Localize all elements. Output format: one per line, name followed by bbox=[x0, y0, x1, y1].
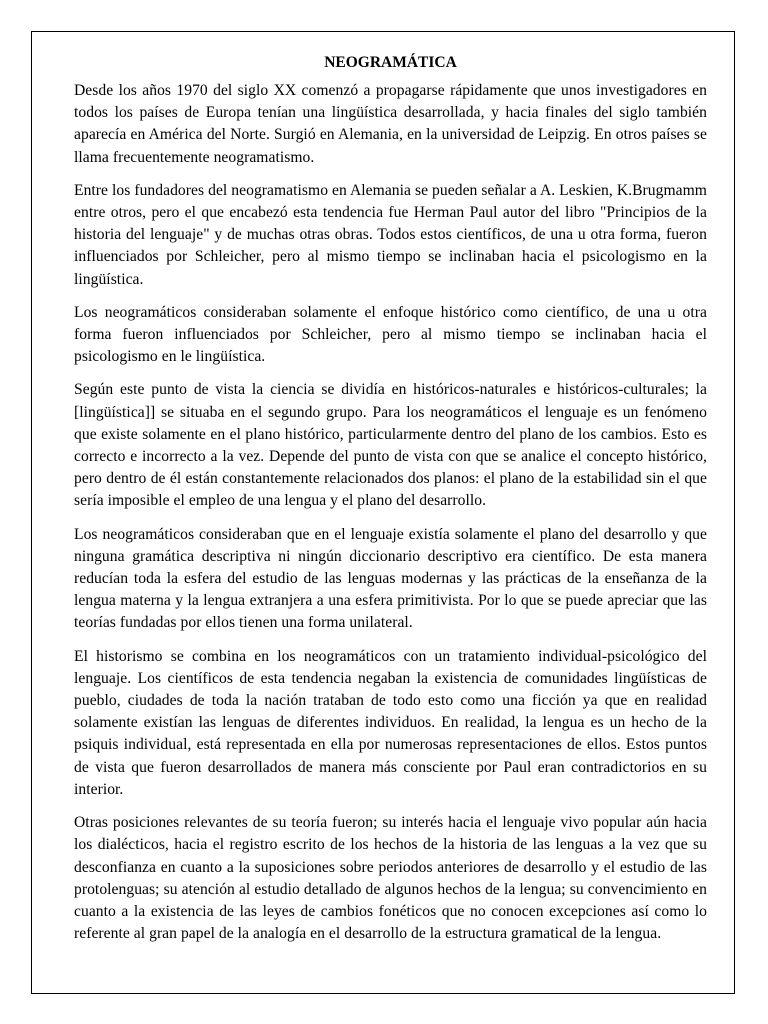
paragraph-3: Los neogramáticos consideraban solamente el enfoque histórico como científico, de una u otra forma fueron influenciados por Schleicher, pero al mismo tiempo se inclinaban hacia el psicologismo en le lingüística. bbox=[74, 303, 707, 366]
paragraph-5: Los neogramáticos consideraban que en el lenguaje existía solamente el plano del desarrollo y que ninguna gramática descriptiva ni ningún diccionario descriptivo era científico. De esta manera reducían toda la esfera del estudio de las lenguas modernas y las prácticas de la enseñanza de la lengua materna y la lengua extranjera a una esfera primitivista. Por lo que se puede apreciar que las teorías fundadas por ellos tienen una forma unilateral. bbox=[74, 525, 707, 632]
paragraph-7: Otras posiciones relevantes de su teoría fueron; su interés hacia el lenguaje vivo popular aún hacia los dialécticos, hacia el registro escrito de los hechos de la historia de las lenguas a la vez que su desconfianza en cuanto a la suposiciones sobre periodos anteriores de desarrollo y el estudio de las protolenguas; su atención al estudio detallado de algunos hechos de la lengua; su convencimiento en cuanto a la existencia de las leyes de cambios fonéticos que no conocen excepciones así como lo referente al gran papel de la analogía en el desarrollo de la estructura gramatical de la lengua. bbox=[74, 814, 707, 943]
paragraph-6: El historismo se combina en los neogramáticos con un tratamiento individual-psicológico del lenguaje. Los científicos de esta tendencia negaban la existencia de comunidades lingüísticas de pueblo, ciudades de toda la nación trataban de todo esto como una ficción ya que en realidad solamente existían las lenguas de diferentes individuos. En realidad, la lengua es un hecho de la psiquis individual, está representada en ella por numerosas representaciones de ellos. Estos puntos de vista que fueron desarrollados de manera más consciente por Paul eran contradictorios en su interior. bbox=[74, 647, 707, 798]
document-page bbox=[31, 31, 735, 994]
paragraph-2: Entre los fundadores del neogramatismo en Alemania se pueden señalar a A. Leskien, K.Brugmamm entre otros, pero el que encabezó esta tendencia fue Herman Paul autor del libro "Principios de la historia del lenguaje" y de muchas otras obras. Todos estos científicos, de una u otra forma, fueron influenciados por Schleicher, pero al mismo tiempo se inclinaban hacia el psicologismo en la lingüística. bbox=[74, 181, 707, 288]
document-title: NEOGRAMÁTICA bbox=[324, 54, 457, 71]
paragraph-4: Según este punto de vista la ciencia se dividía en históricos-naturales e históricos-culturales; la [lingüística]] se situaba en el segundo grupo. Para los neogramáticos el lenguaje es un fenómeno que existe solamente en el plano histórico, particularmente dentro del plano de los cambios. Esto es correcto e incorrecto a la vez. Depende del punto de vista con que se analice el concepto histórico, pero dentro de él están constantemente relacionados dos planos: el plano de la estabilidad sin el que sería imposible el empleo de una lengua y el plano del desarrollo. bbox=[74, 381, 707, 510]
paragraph-1: Desde los años 1970 del siglo XX comenzó a propagarse rápidamente que unos investigadores en todos los países de Europa tenían una lingüística desarrollada, y hacia finales del siglo también aparecía en América del Norte. Surgió en Alemania, en la universidad de Leipzig. En otros países se llama frecuentemente neogramatismo. bbox=[74, 82, 707, 166]
